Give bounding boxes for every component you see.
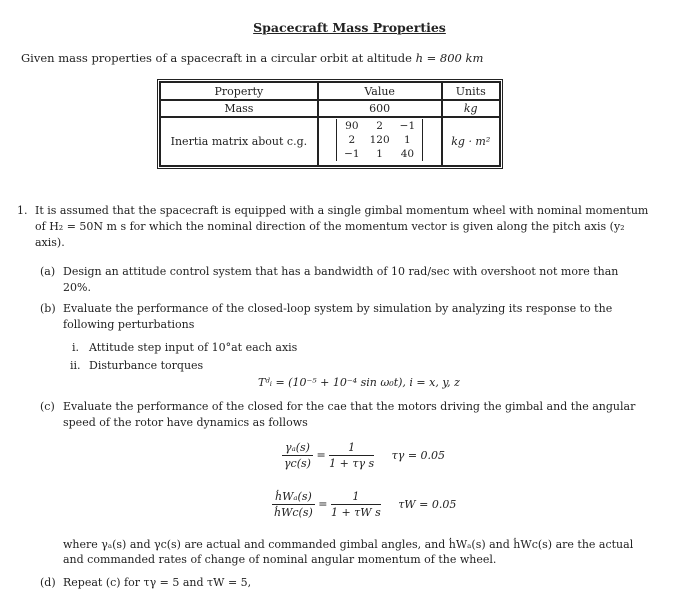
altitude-formula: h = 800 km <box>415 51 484 65</box>
part-b-label: (b) <box>40 302 56 315</box>
table-row-mass <box>160 100 500 117</box>
part-c-where-line-2: and commanded rates of change of nominal angular momentum of the wheel. <box>63 553 497 566</box>
part-c-line-2: speed of the rotor have dynamics as follows <box>63 416 308 429</box>
matrix-cell: 120 <box>369 134 390 146</box>
matrix-cell: 90 <box>345 120 359 132</box>
intro-text: Given mass properties of a spacecraft in a circular orbit at altitude h = 800 km <box>21 51 484 65</box>
matrix-cell: −1 <box>344 148 360 160</box>
mass-unit: kg <box>442 100 500 117</box>
matrix-cell: 1 <box>376 148 383 160</box>
part-c-line-1: Evaluate the performance of the closed for the cae that the motors driving the gimbal and the angular <box>63 400 636 413</box>
part-b-sub-i-text: Attitude step input of 10°at each axis <box>89 341 298 354</box>
matrix-cell: 2 <box>376 120 383 132</box>
part-b-line-2: following perturbations <box>63 318 195 331</box>
header-property: Property <box>160 82 318 100</box>
inertia-matrix <box>336 119 423 161</box>
question-line-1: It is assumed that the spacecraft is equipped with a single gimbal momentum wheel with nominal momentum <box>35 204 649 217</box>
part-b-sub-ii-text: Disturbance torques <box>89 359 204 372</box>
part-c-label: (c) <box>40 400 55 413</box>
inertia-unit: kg · m² <box>442 117 500 166</box>
matrix-cell: 2 <box>348 134 356 146</box>
part-c-where-line-1: where γₐ(s) and γc(s) are actual and commanded gimbal angles, and ḣWₐ(s) and ḣWc(s) are the actual <box>63 538 634 551</box>
inertia-property: Inertia matrix about c.g. <box>160 117 318 166</box>
matrix-cell: −1 <box>399 120 416 132</box>
header-value: Value <box>318 82 442 100</box>
matrix-cell: 1 <box>404 134 411 146</box>
part-d-text: Repeat (c) for τγ = 5 and τW = 5, <box>63 576 252 589</box>
part-d-label: (d) <box>40 576 56 589</box>
mass-value: 600 <box>318 100 442 117</box>
inertia-value <box>318 117 442 166</box>
question-line-2: of H₂ = 50N m s for which the nominal direction of the momentum vector is given along the pitch axis (y₂ <box>35 220 625 233</box>
part-b-sub-ii-label: ii. <box>70 359 81 372</box>
gimbal-time-constant: τγ = 0.05 <box>391 448 446 462</box>
part-b-sub-i-label: i. <box>72 341 80 354</box>
part-a-line-2: 20%. <box>63 281 91 294</box>
wheel-transfer-function: $\frac{\text{ḣWₐ(s)}}{\text{ḣWc(s)}}$ = $\frac{1}{\text{1 + τW s}}$ τW = 0.05 <box>273 490 457 519</box>
disturbance-torque-equation: Tᵈᵢ = (10⁻⁵ + 10⁻⁴ sin ω₀t), i = x, y, z <box>258 376 460 389</box>
matrix-cell: 40 <box>400 148 415 160</box>
wheel-time-constant: τW = 0.05 <box>398 497 457 511</box>
part-a-line-1: Design an attitude control system that has a bandwidth of 10 rad/sec with overshoot not more than <box>63 265 619 278</box>
mass-properties-table <box>157 79 503 169</box>
part-a-label: (a) <box>40 265 56 278</box>
gimbal-transfer-function: $\frac{\text{γₐ(s)}}{\gamma c(s)}$ = $\frac{1}{\text{1 + τγ s}}$ τγ = 0.05 <box>283 441 446 470</box>
table-header-row <box>160 82 500 100</box>
table-row-inertia <box>160 117 500 166</box>
question-line-3: axis). <box>35 236 65 249</box>
question-number: 1. <box>17 204 28 217</box>
header-units: Units <box>442 82 500 100</box>
mass-property: Mass <box>160 100 318 117</box>
page-title: Spacecraft Mass Properties <box>253 20 446 35</box>
part-b-line-1: Evaluate the performance of the closed-loop system by simulation by analyzing its response to the <box>63 302 613 315</box>
